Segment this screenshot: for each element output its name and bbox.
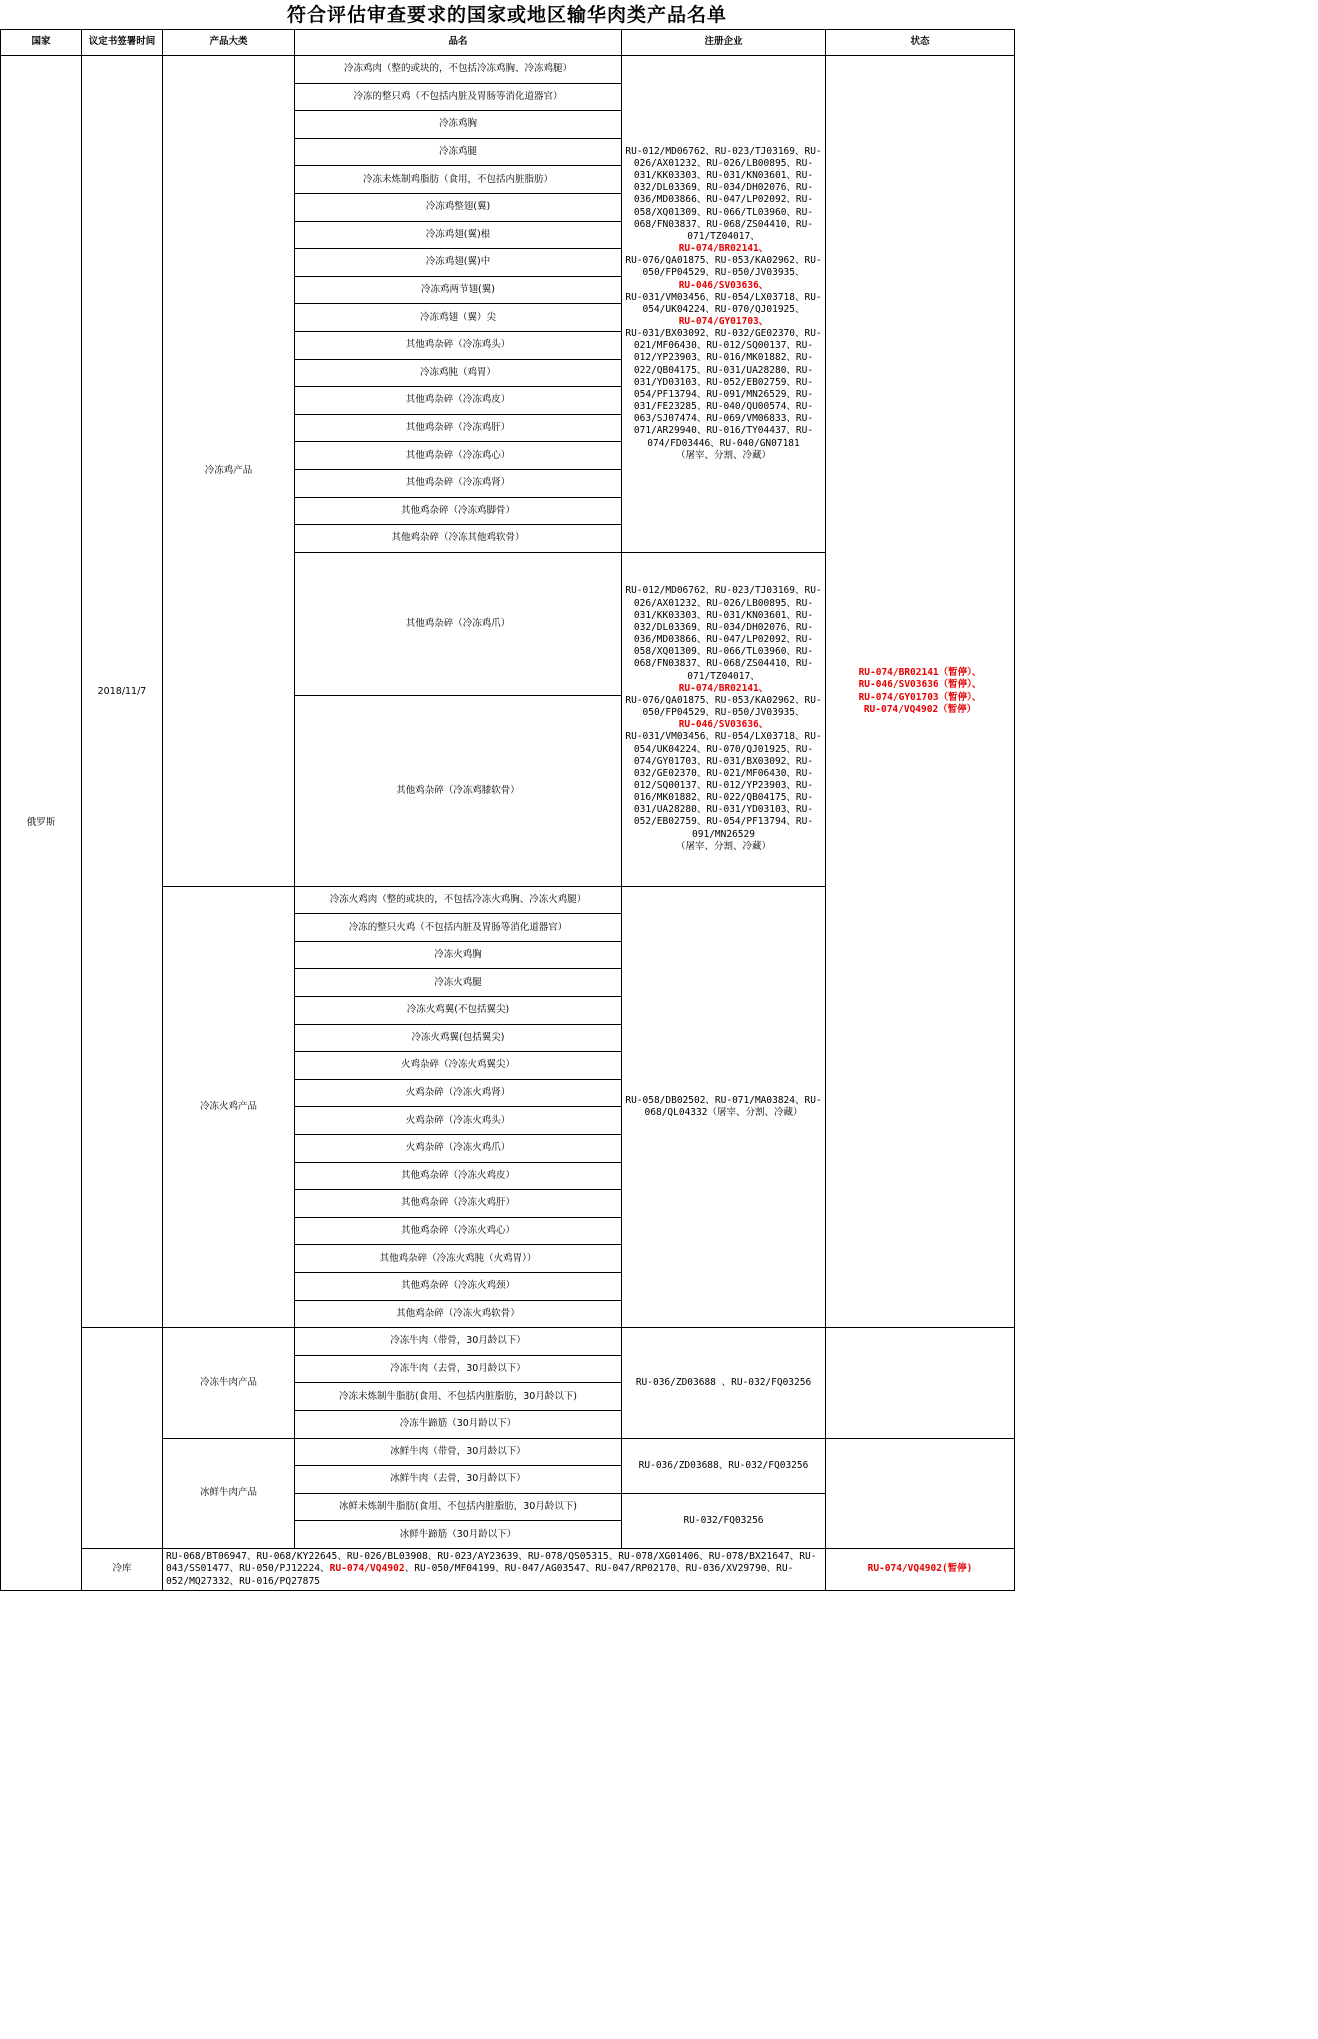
enterprise-list: RU-068/BT06947、RU-068/KY22645、RU-026/BL03908、RU-023/AY23639、RU-078/QS05315、RU-078/XG01406、RU-078/BX21647、RU-043/SS01477、RU-050/PJ12224、 bbox=[166, 1551, 817, 1575]
product-name-cell: 冷冻火鸡肉（整的或块的，不包括冷冻火鸡胸、冷冻火鸡腿） bbox=[295, 886, 622, 914]
country-cell: 俄罗斯 bbox=[1, 56, 82, 1591]
header-enterprise: 注册企业 bbox=[622, 30, 826, 56]
product-name-cell: 冷冻牛肉（带骨，30月龄以下） bbox=[295, 1328, 622, 1356]
status-suspended: RU-074/GY01703（暂停）、 bbox=[858, 691, 982, 703]
table-row bbox=[1, 56, 1015, 84]
enterprise-list: RU-076/QA01875、RU-053/KA02962、RU-050/FP04529、RU-050/JV03935、 bbox=[625, 694, 822, 719]
page-title: 符合评估审查要求的国家或地区输华肉类产品名单 bbox=[286, 4, 727, 26]
sign-date-cell-beef bbox=[82, 1328, 163, 1549]
product-name-cell: 其他鸡杂碎（冷冻鸡肾） bbox=[295, 469, 622, 497]
header-category: 产品大类 bbox=[163, 30, 295, 56]
table-row bbox=[1, 1548, 1015, 1590]
enterprise-list: 、RU-050/MF04199、RU-047/AG03547、RU-047/RP02170、RU-036/XV29790、RU-052/MQ27332、RU-016/PQ27875 bbox=[166, 1563, 794, 1587]
enterprise-list: RU-031/BX03092、RU-032/GE02370、RU-021/MF06430、RU-012/SQ00137、RU-012/YP23903、RU-016/MK01882、RU-022/QB04175、RU-031/UA28280、RU-031/YD03103、RU-052/EB02759、RU-054/PF13794、RU-091/MN26529、RU-031/FE23285、RU-040/QU00574、RU-063/SJ07474、RU-069/VM06833、RU-071/AR29940、RU-016/TY04437、RU-074/FD03446、RU-040/GN07181 bbox=[625, 328, 822, 449]
sign-date-cell: 2018/11/7 bbox=[82, 56, 163, 1328]
product-name-cell: 其他鸡杂碎（冷冻鸡头） bbox=[295, 331, 622, 359]
category-cell-cold-storage: 冷库 bbox=[82, 1548, 163, 1590]
product-name-cell: 其他鸡杂碎（冷冻鸡爪） bbox=[295, 552, 622, 695]
product-name-cell: 冷冻牛肉（去骨，30月龄以下） bbox=[295, 1355, 622, 1383]
product-name-cell: 冷冻火鸡腿 bbox=[295, 969, 622, 997]
product-name-cell: 火鸡杂碎（冷冻火鸡爪） bbox=[295, 1135, 622, 1163]
product-name-cell: 其他鸡杂碎（冷冻鸡皮） bbox=[295, 387, 622, 415]
product-name-cell: 冷冻未炼制牛脂肪(食用、不包括内脏脂肪，30月龄以下) bbox=[295, 1383, 622, 1411]
product-name-cell: 火鸡杂碎（冷冻火鸡肾） bbox=[295, 1079, 622, 1107]
product-name-cell: 冷冻鸡肉（整的或块的，不包括冷冻鸡胸、冷冻鸡腿） bbox=[295, 56, 622, 84]
product-name-cell: 冷冻火鸡胸 bbox=[295, 941, 622, 969]
status-suspended: RU-046/SV03636（暂停）、 bbox=[858, 679, 982, 691]
product-name-cell: 冷冻的整只火鸡（不包括内脏及胃肠等消化道器官） bbox=[295, 914, 622, 942]
enterprise-suspended: RU-046/SV03636、 bbox=[678, 279, 769, 291]
product-name-cell: 冷冻鸡胸 bbox=[295, 111, 622, 139]
enterprise-scope: （屠宰、分割、冷藏） bbox=[675, 449, 771, 461]
product-name-cell: 冷冻鸡翅(翼)根 bbox=[295, 221, 622, 249]
product-name-cell: 冷冻火鸡翼(包括翼尖) bbox=[295, 1024, 622, 1052]
product-name-cell: 冰鲜牛肉（带骨，30月龄以下） bbox=[295, 1438, 622, 1466]
enterprise-cell-cold-storage bbox=[163, 1548, 826, 1590]
product-name-cell: 其他鸡杂碎（冷冻鸡心） bbox=[295, 442, 622, 470]
product-name-cell: 冰鲜未炼制牛脂肪(食用、不包括内脏脂肪，30月龄以下) bbox=[295, 1493, 622, 1521]
product-name-cell: 其他鸡杂碎（冷冻鸡肝） bbox=[295, 414, 622, 442]
product-name-cell: 其他鸡杂碎（冷冻火鸡颈） bbox=[295, 1273, 622, 1301]
enterprise-list: RU-012/MD06762、RU-023/TJ03169、RU-026/AX01232、RU-026/LB00895、RU-031/KK03303、RU-031/KN03601、RU-032/DL03369、RU-034/DH02076、RU-036/MD03866、RU-047/LP02092、RU-058/XQ01309、RU-066/TL03960、RU-068/FN03837、RU-068/ZS04410、RU-071/TZ04017、 bbox=[625, 145, 822, 242]
category-cell-turkey: 冷冻火鸡产品 bbox=[163, 886, 295, 1328]
product-name-cell: 冰鲜牛蹄筋（30月龄以下） bbox=[295, 1521, 622, 1549]
status-cell-chilled-beef bbox=[826, 1438, 1015, 1548]
table-row bbox=[1, 1328, 1015, 1356]
product-name-cell: 其他鸡杂碎（冷冻火鸡软骨） bbox=[295, 1300, 622, 1328]
enterprise-suspended: RU-074/GY01703、 bbox=[678, 316, 769, 327]
product-name-cell: 火鸡杂碎（冷冻火鸡头） bbox=[295, 1107, 622, 1135]
product-name-cell: 火鸡杂碎（冷冻火鸡翼尖） bbox=[295, 1052, 622, 1080]
enterprise-list: RU-031/VM03456、RU-054/LX03718、RU-054/UK04224、RU-070/QJ01925、RU-074/GY01703、RU-031/BX03092、RU-032/GE02370、RU-021/MF06430、RU-012/SQ00137、RU-012/YP23903、RU-016/MK01882、RU-022/QB04175、RU-031/UA28280、RU-031/YD03103、RU-052/EB02759、RU-054/PF13794、RU-091/MN26529 bbox=[625, 731, 822, 840]
status-cell-cold-storage: RU-074/VQ4902(暂停) bbox=[826, 1548, 1015, 1590]
product-name-cell: 冷冻鸡整翅(翼) bbox=[295, 193, 622, 221]
header-row bbox=[1, 30, 1015, 56]
product-name-cell: 其他鸡杂碎（冷冻其他鸡软骨） bbox=[295, 525, 622, 553]
enterprise-list: RU-012/MD06762、RU-023/TJ03169、RU-026/AX01232、RU-026/LB00895、RU-031/KK03303、RU-031/KN03601、RU-032/DL03369、RU-034/DH02076、RU-036/MD03866、RU-047/LP02092、RU-058/XQ01309、RU-066/TL03960、RU-068/FN03837、RU-068/ZS04410、RU-071/TZ04017、 bbox=[625, 585, 822, 682]
enterprise-suspended: RU-074/BR02141、 bbox=[678, 243, 769, 255]
enterprise-cell-chilled-beef-2: RU-032/FQ03256 bbox=[622, 1493, 826, 1548]
header-status: 状态 bbox=[826, 30, 1015, 56]
product-name-cell: 其他鸡杂碎（冷冻火鸡心） bbox=[295, 1217, 622, 1245]
product-name-cell: 冷冻火鸡翼(不包括翼尖) bbox=[295, 997, 622, 1025]
product-name-cell: 冷冻牛蹄筋（30月龄以下） bbox=[295, 1410, 622, 1438]
enterprise-list: RU-076/QA01875、RU-053/KA02962、RU-050/FP04529、RU-050/JV03935、 bbox=[625, 255, 822, 279]
status-cell-main bbox=[826, 56, 1015, 1328]
product-name-cell: 其他鸡杂碎（冷冻鸡脚骨） bbox=[295, 497, 622, 525]
product-name-cell: 冷冻鸡肫（鸡胃） bbox=[295, 359, 622, 387]
product-name-cell: 冷冻未炼制鸡脂肪（食用，不包括内脏脂肪） bbox=[295, 166, 622, 194]
category-cell-chicken: 冷冻鸡产品 bbox=[163, 56, 295, 887]
product-name-cell: 冷冻鸡两节翅(翼) bbox=[295, 276, 622, 304]
product-name-cell: 冷冻鸡翅(翼)中 bbox=[295, 249, 622, 277]
enterprise-cell-chicken-2 bbox=[622, 552, 826, 886]
header-country: 国家 bbox=[1, 30, 82, 56]
header-sign-date: 议定书签署时间 bbox=[82, 30, 163, 56]
enterprise-scope: （屠宰、分割、冷藏） bbox=[675, 840, 771, 852]
product-name-cell: 其他鸡杂碎（冷冻鸡膝软骨） bbox=[295, 695, 622, 886]
enterprise-suspended: RU-074/BR02141、 bbox=[678, 682, 769, 694]
product-name-cell: 冷冻的整只鸡（不包括内脏及胃肠等消化道器官） bbox=[295, 83, 622, 111]
header-product-name: 品名 bbox=[295, 30, 622, 56]
product-name-cell: 其他鸡杂碎（冷冻火鸡肝） bbox=[295, 1190, 622, 1218]
enterprise-cell-chicken-1 bbox=[622, 56, 826, 553]
enterprise-cell-turkey: RU-058/DB02502、RU-071/MA03824、RU-068/QL04332（屠宰、分割、冷藏） bbox=[622, 886, 826, 1328]
category-cell-frozen-beef: 冷冻牛肉产品 bbox=[163, 1328, 295, 1438]
status-suspended: RU-074/BR02141（暂停）、 bbox=[858, 667, 982, 679]
product-name-cell: 冰鲜牛肉（去骨，30月龄以下） bbox=[295, 1466, 622, 1494]
product-list-table bbox=[0, 29, 1015, 1591]
enterprise-cell-chilled-beef-1: RU-036/ZD03688、RU-032/FQ03256 bbox=[622, 1438, 826, 1493]
category-cell-chilled-beef: 冰鲜牛肉产品 bbox=[163, 1438, 295, 1548]
status-suspended: RU-074/VQ4902（暂停） bbox=[863, 703, 977, 715]
enterprise-cell-frozen-beef: RU-036/ZD03688 、RU-032/FQ03256 bbox=[622, 1328, 826, 1438]
product-name-cell: 其他鸡杂碎（冷冻火鸡肫（火鸡胃）） bbox=[295, 1245, 622, 1273]
product-name-cell: 冷冻鸡腿 bbox=[295, 138, 622, 166]
status-cell-frozen-beef bbox=[826, 1328, 1015, 1438]
enterprise-suspended: RU-046/SV03636、 bbox=[678, 719, 769, 731]
enterprise-suspended: RU-074/VQ4902 bbox=[329, 1563, 405, 1575]
product-name-cell: 其他鸡杂碎（冷冻火鸡皮） bbox=[295, 1162, 622, 1190]
product-name-cell: 冷冻鸡翅（翼）尖 bbox=[295, 304, 622, 332]
enterprise-list: RU-031/VM03456、RU-054/LX03718、RU-054/UK04224、RU-070/QJ01925、 bbox=[625, 291, 822, 315]
